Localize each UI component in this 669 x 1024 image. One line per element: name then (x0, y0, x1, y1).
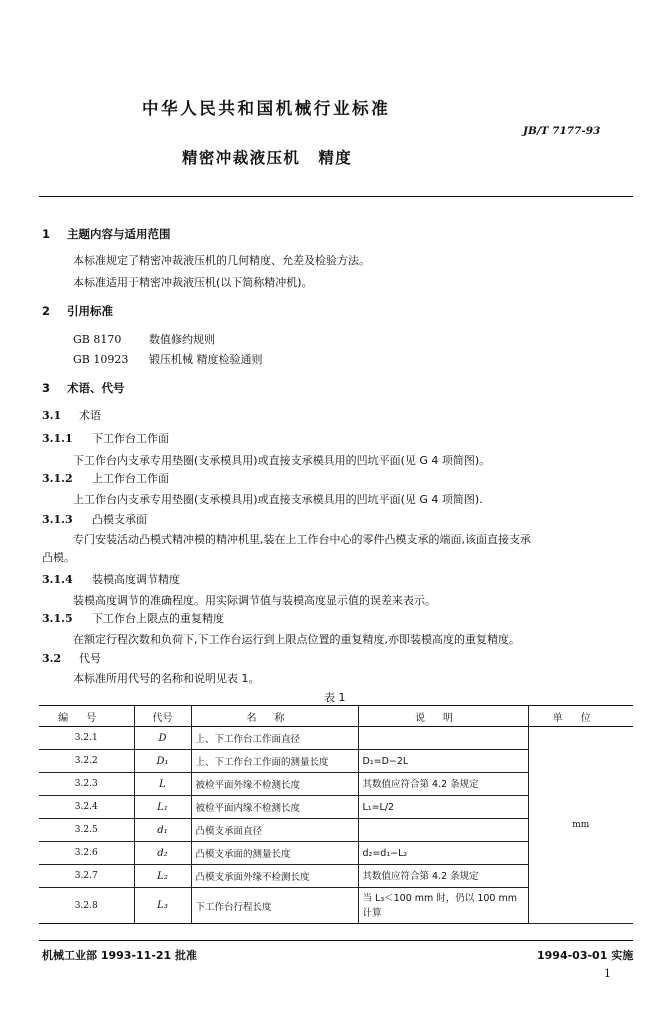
row-description: d₂=d₁−L₂ (358, 842, 528, 865)
table-1 (39, 705, 633, 924)
section-1-heading (42, 226, 171, 242)
row-number: 3.2.3 (39, 773, 134, 796)
clause-title: 下工作台上限点的重复精度 (92, 612, 224, 625)
subsection-title: 代号 (79, 652, 101, 665)
row-description: 当 L₃＜100 mm 时，仍以 100 mm 计算 (358, 888, 528, 924)
row-number: 3.2.4 (39, 796, 134, 819)
section-title: 引用标准 (67, 304, 113, 318)
row-code: D (134, 727, 191, 750)
row-description (358, 727, 528, 750)
paragraph: 在额定行程次数和负荷下,下工作台运行到上限点位置的重复精度,亦即装模高度的重复精度。 (73, 633, 520, 646)
paragraph-continuation: 凸模。 (42, 551, 75, 564)
clause-number: 3.1.5 (42, 612, 73, 625)
row-name: 凸模支承面直径 (191, 819, 358, 842)
clause-3-1-1-heading (42, 430, 169, 446)
page-number: 1 (604, 967, 611, 980)
paragraph: 装模高度调节的准确程度。用实际调节值与装模高度显示值的误差来表示。 (73, 594, 436, 607)
subsection-3-2-heading (42, 650, 101, 666)
paragraph: 上工作台内支承专用垫圈(支承模具用)或直接支承模具用的凹坑平面(见 G 4 项简图). (73, 493, 483, 506)
clause-number: 3.1.1 (42, 432, 73, 445)
clause-3-1-5-heading (42, 610, 224, 626)
section-number: 2 (42, 304, 51, 318)
reference-code: GB 10923 (73, 353, 129, 366)
section-title: 术语、代号 (67, 381, 125, 395)
table-header-row (39, 706, 633, 727)
approval-date: 机械工业部 1993-11-21 批准 (42, 949, 198, 962)
row-code: L₂ (134, 865, 191, 888)
row-code: d₁ (134, 819, 191, 842)
row-name: 上、下工作台工作面直径 (191, 727, 358, 750)
unit-cell: mm (528, 727, 633, 924)
section-number: 1 (42, 227, 51, 241)
row-code: L₁ (134, 796, 191, 819)
standard-title: 中华人民共和国机械行业标准 (142, 99, 391, 118)
table-caption: 表 1 (324, 691, 346, 704)
subsection-title: 术语 (79, 409, 101, 422)
clause-number: 3.1.3 (42, 513, 73, 526)
clause-3-1-3-heading (42, 511, 147, 527)
row-name: 下工作台行程长度 (191, 888, 358, 924)
row-number: 3.2.7 (39, 865, 134, 888)
paragraph: 本标准适用于精密冲裁液压机(以下简称精冲机)。 (73, 276, 313, 289)
clause-3-1-2-heading (42, 470, 169, 486)
clause-title: 凸模支承面 (92, 513, 147, 526)
column-header: 名称 (191, 706, 358, 727)
row-description: D₁=D−2L (358, 750, 528, 773)
reference-item (73, 351, 263, 367)
document-title-part2: 精度 (318, 149, 353, 167)
row-description: L₁=L/2 (358, 796, 528, 819)
clause-3-1-4-heading (42, 571, 180, 587)
table-row (39, 727, 633, 750)
row-name: 被检平面内缘不检测长度 (191, 796, 358, 819)
column-header: 编号 (39, 706, 134, 727)
row-number: 3.2.5 (39, 819, 134, 842)
header-rule (39, 196, 633, 197)
clause-number: 3.1.2 (42, 472, 73, 485)
row-name: 凸模支承面外缘不检测长度 (191, 865, 358, 888)
subsection-number: 3.1 (42, 409, 62, 422)
paragraph: 下工作台内支承专用垫圈(支承模具用)或直接支承模具用的凹坑平面(见 G 4 项简图)。 (73, 454, 491, 467)
row-number: 3.2.2 (39, 750, 134, 773)
column-header: 单位 (528, 706, 633, 727)
row-name: 上、下工作台工作面的测量长度 (191, 750, 358, 773)
implementation-date: 1994-03-01 实施 (537, 949, 634, 962)
paragraph: 本标准规定了精密冲裁液压机的几何精度、允差及检验方法。 (73, 254, 370, 267)
row-code: L (134, 773, 191, 796)
row-code: d₂ (134, 842, 191, 865)
subsection-3-1-heading (42, 407, 101, 423)
clause-title: 上工作台工作面 (92, 472, 169, 485)
row-name: 凸模支承面的测量长度 (191, 842, 358, 865)
row-number: 3.2.8 (39, 888, 134, 924)
document-title-part1: 精密冲裁液压机 (182, 149, 301, 167)
column-header: 说明 (358, 706, 528, 727)
clause-number: 3.1.4 (42, 573, 73, 586)
section-title: 主题内容与适用范围 (67, 227, 171, 241)
document-title (182, 146, 352, 168)
row-name: 被检平面外缘不检测长度 (191, 773, 358, 796)
standard-code: JB/T 7177-93 (523, 125, 601, 137)
reference-title: 数值修约规则 (149, 333, 215, 346)
row-description: 其数值应符合第 4.2 条规定 (358, 773, 528, 796)
row-number: 3.2.6 (39, 842, 134, 865)
reference-code: GB 8170 (73, 333, 122, 346)
row-code: L₃ (134, 888, 191, 924)
subsection-number: 3.2 (42, 652, 62, 665)
paragraph: 专门安装活动凸模式精冲模的精冲机里,装在上工作台中心的零件凸模支承的端面,该面直接支承 (73, 533, 531, 546)
section-2-heading (42, 303, 113, 319)
row-description: 其数值应符合第 4.2 条规定 (358, 865, 528, 888)
row-description (358, 819, 528, 842)
paragraph: 本标准所用代号的名称和说明见表 1。 (73, 672, 260, 685)
reference-title: 锻压机械 精度检验通则 (149, 353, 263, 366)
column-header: 代号 (134, 706, 191, 727)
row-code: D₁ (134, 750, 191, 773)
section-number: 3 (42, 381, 51, 395)
clause-title: 下工作台工作面 (92, 432, 169, 445)
footer-rule (39, 940, 633, 941)
clause-title: 装模高度调节精度 (92, 573, 180, 586)
row-number: 3.2.1 (39, 727, 134, 750)
reference-item (73, 331, 215, 347)
section-3-heading (42, 380, 125, 396)
